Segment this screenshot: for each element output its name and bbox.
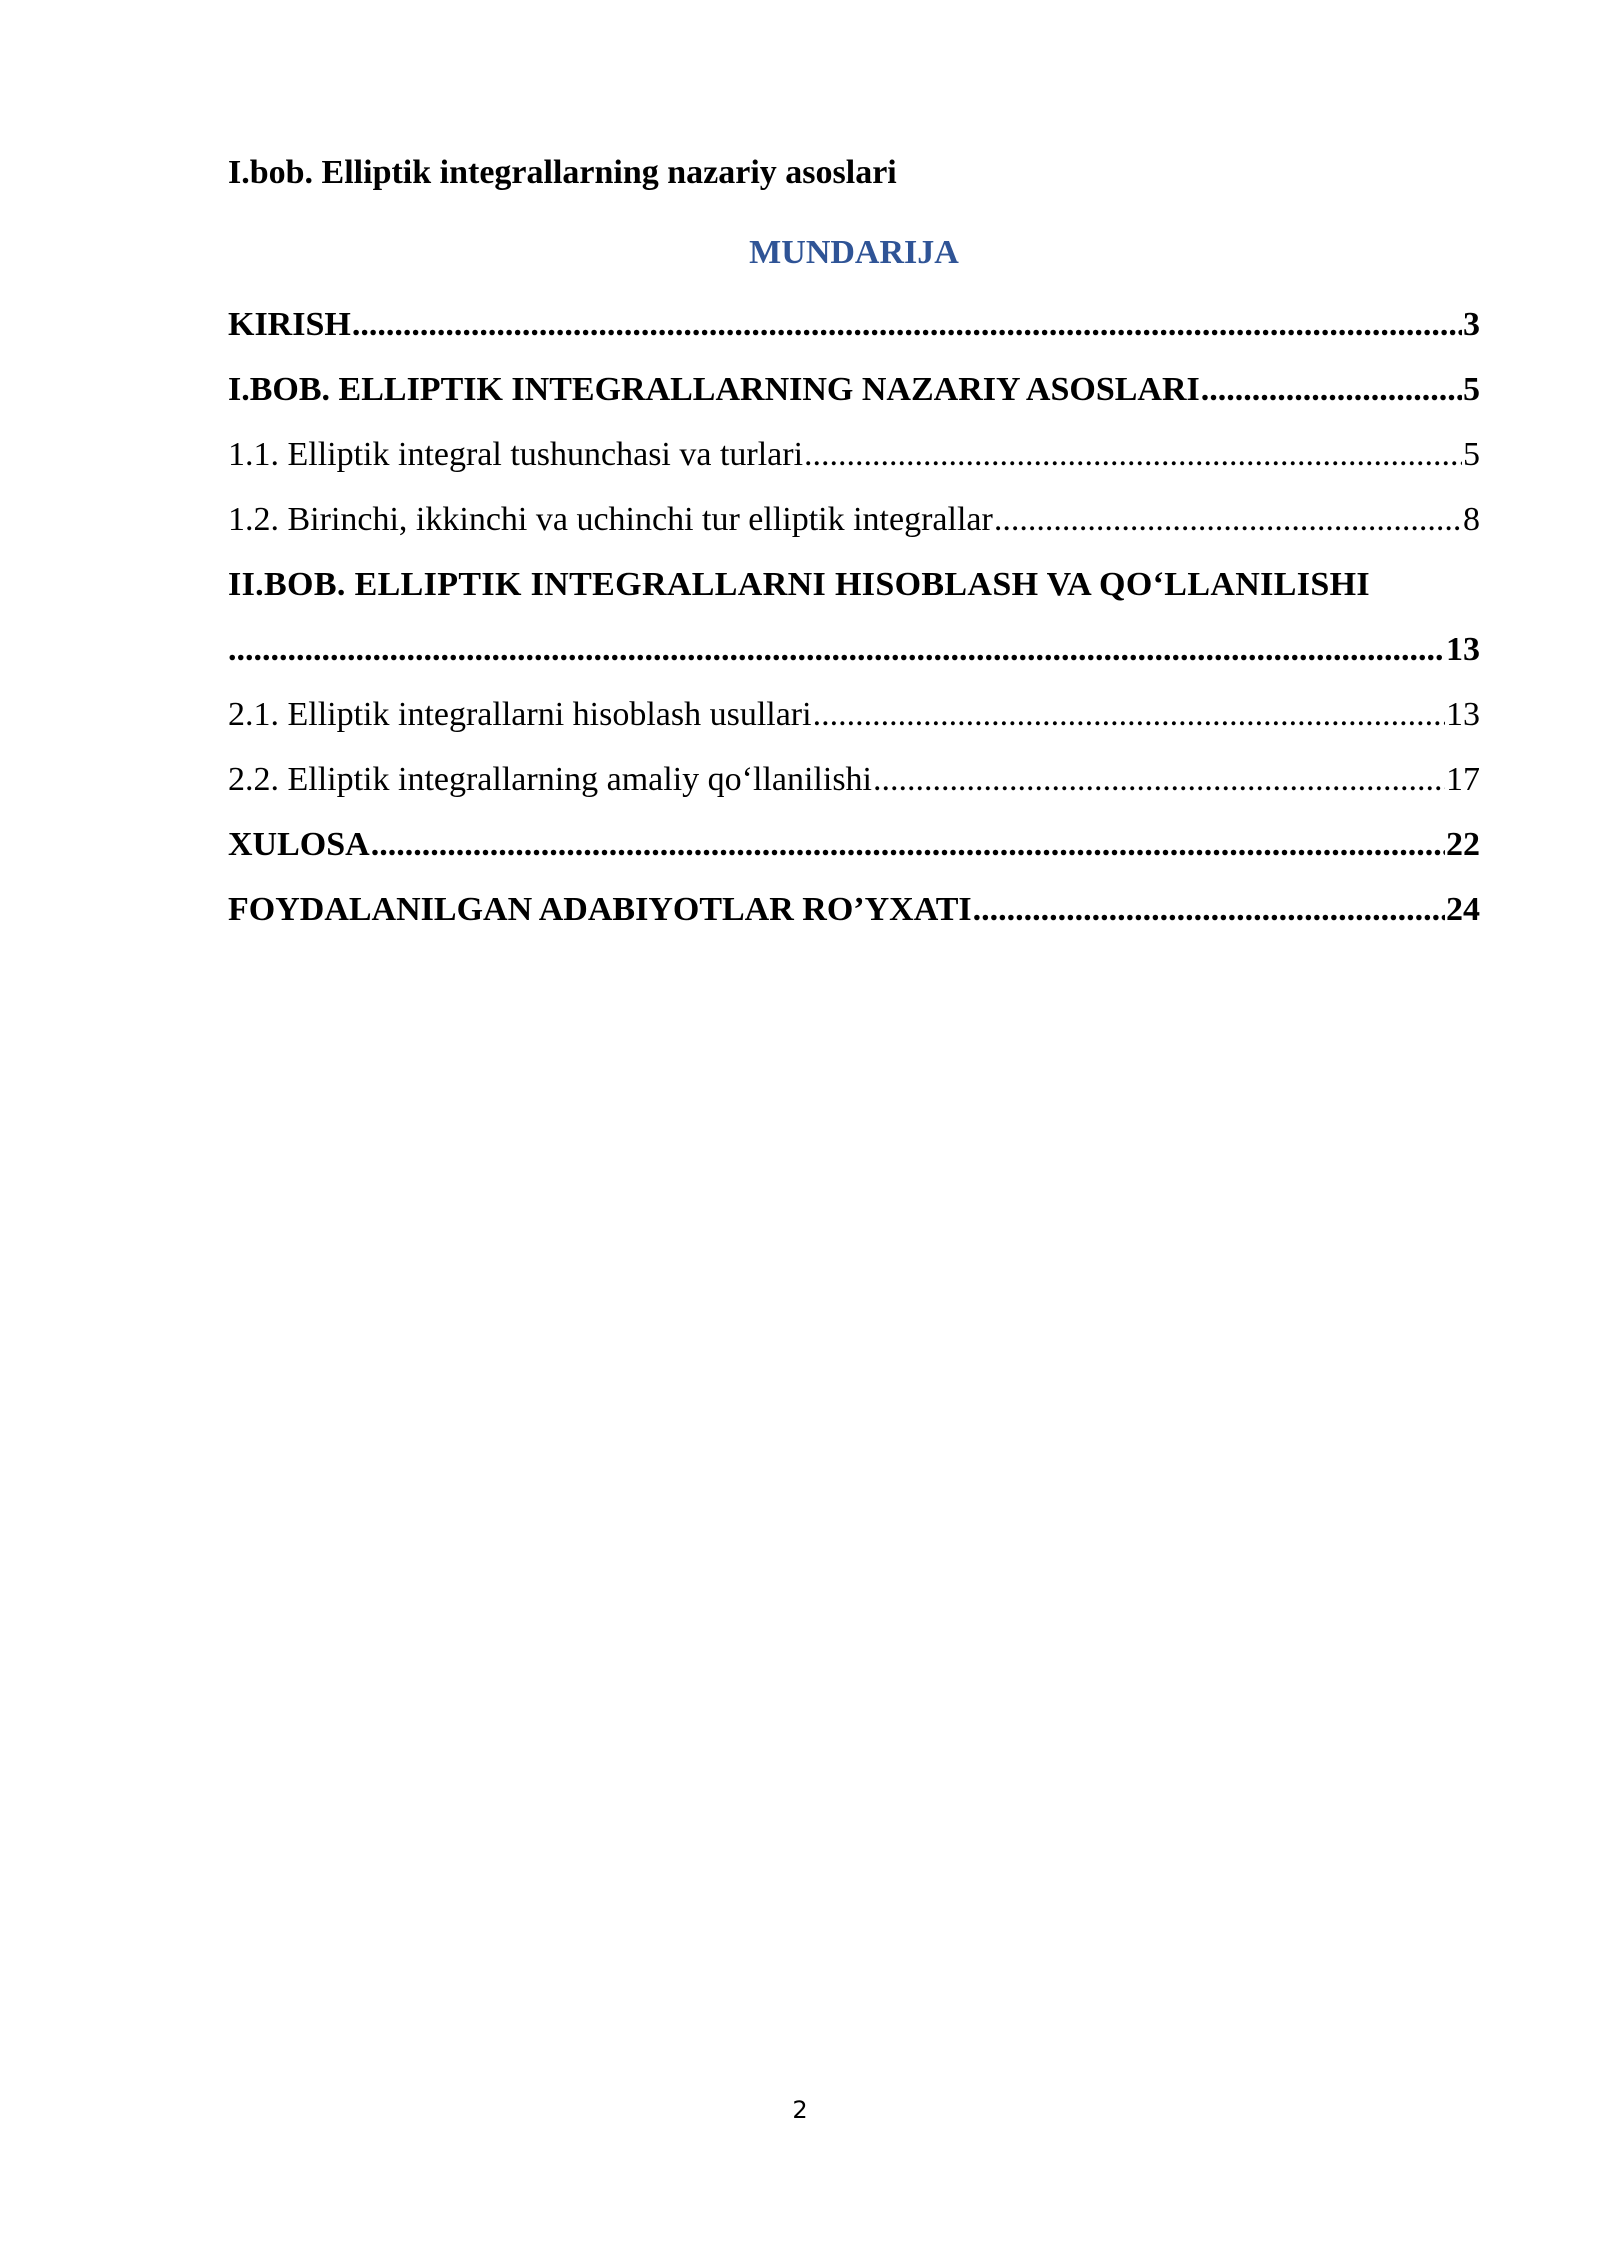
toc-dot-leader bbox=[371, 820, 1445, 870]
toc-entry-page: 13 bbox=[1446, 696, 1480, 733]
toc-dot-leader bbox=[973, 885, 1445, 935]
toc-dot-leader bbox=[813, 690, 1445, 740]
toc-entry-chapter-2-title[interactable] bbox=[228, 552, 1480, 617]
toc-entry-label: 2.1. Elliptik integrallarni hisoblash usullari bbox=[228, 696, 812, 733]
toc-entry-page: 3 bbox=[1463, 306, 1480, 343]
toc-entry-label: KIRISH bbox=[228, 306, 351, 343]
toc-entry-page: 24 bbox=[1446, 891, 1480, 928]
toc-entry-page: 5 bbox=[1463, 371, 1480, 408]
toc-entry-chapter-2-leader[interactable] bbox=[228, 617, 1480, 682]
toc-entry-section-1-2[interactable] bbox=[228, 487, 1480, 552]
toc-entry-page: 8 bbox=[1463, 501, 1480, 538]
toc-entry-references[interactable] bbox=[228, 877, 1480, 942]
toc-entry-xulosa[interactable] bbox=[228, 812, 1480, 877]
toc-entry-label: 1.2. Birinchi, ikkinchi va uchinchi tur elliptik integrallar bbox=[228, 501, 993, 538]
toc-entry-page: 5 bbox=[1463, 436, 1480, 473]
toc-dot-leader bbox=[352, 300, 1462, 350]
toc-dot-leader bbox=[228, 625, 1445, 675]
toc-entry-label: I.BOB. ELLIPTIK INTEGRALLARNING NAZARIY ASOSLARI bbox=[228, 371, 1200, 408]
toc-entry-kirish[interactable] bbox=[228, 292, 1480, 357]
toc-entry-section-2-2[interactable] bbox=[228, 747, 1480, 812]
table-of-contents bbox=[228, 292, 1480, 942]
toc-entry-label: FOYDALANILGAN ADABIYOTLAR RO’YXATI bbox=[228, 891, 972, 928]
toc-entry-page: 17 bbox=[1446, 761, 1480, 798]
toc-entry-label: 1.1. Elliptik integral tushunchasi va turlari bbox=[228, 436, 804, 473]
toc-entry-label: XULOSA bbox=[228, 826, 370, 863]
toc-entry-label: II.BOB. ELLIPTIK INTEGRALLARNI HISOBLASH VA QO‘LLANILISHI bbox=[228, 566, 1370, 603]
chapter-heading: I.bob. Elliptik integrallarning nazariy asoslari bbox=[228, 154, 897, 191]
toc-dot-leader bbox=[873, 755, 1445, 805]
toc-entry-chapter-1[interactable] bbox=[228, 357, 1480, 422]
toc-entry-page: 22 bbox=[1446, 826, 1480, 863]
toc-dot-leader bbox=[994, 495, 1462, 545]
toc-dot-leader bbox=[1201, 365, 1462, 415]
toc-dot-leader bbox=[804, 430, 1462, 480]
toc-entry-page: 13 bbox=[1446, 631, 1480, 668]
toc-entry-label: 2.2. Elliptik integrallarning amaliy qo‘llanilishi bbox=[228, 761, 872, 798]
toc-title: MUNDARIJA bbox=[749, 234, 959, 271]
toc-entry-section-1-1[interactable] bbox=[228, 422, 1480, 487]
page-number: 2 bbox=[792, 2096, 808, 2124]
toc-entry-section-2-1[interactable] bbox=[228, 682, 1480, 747]
